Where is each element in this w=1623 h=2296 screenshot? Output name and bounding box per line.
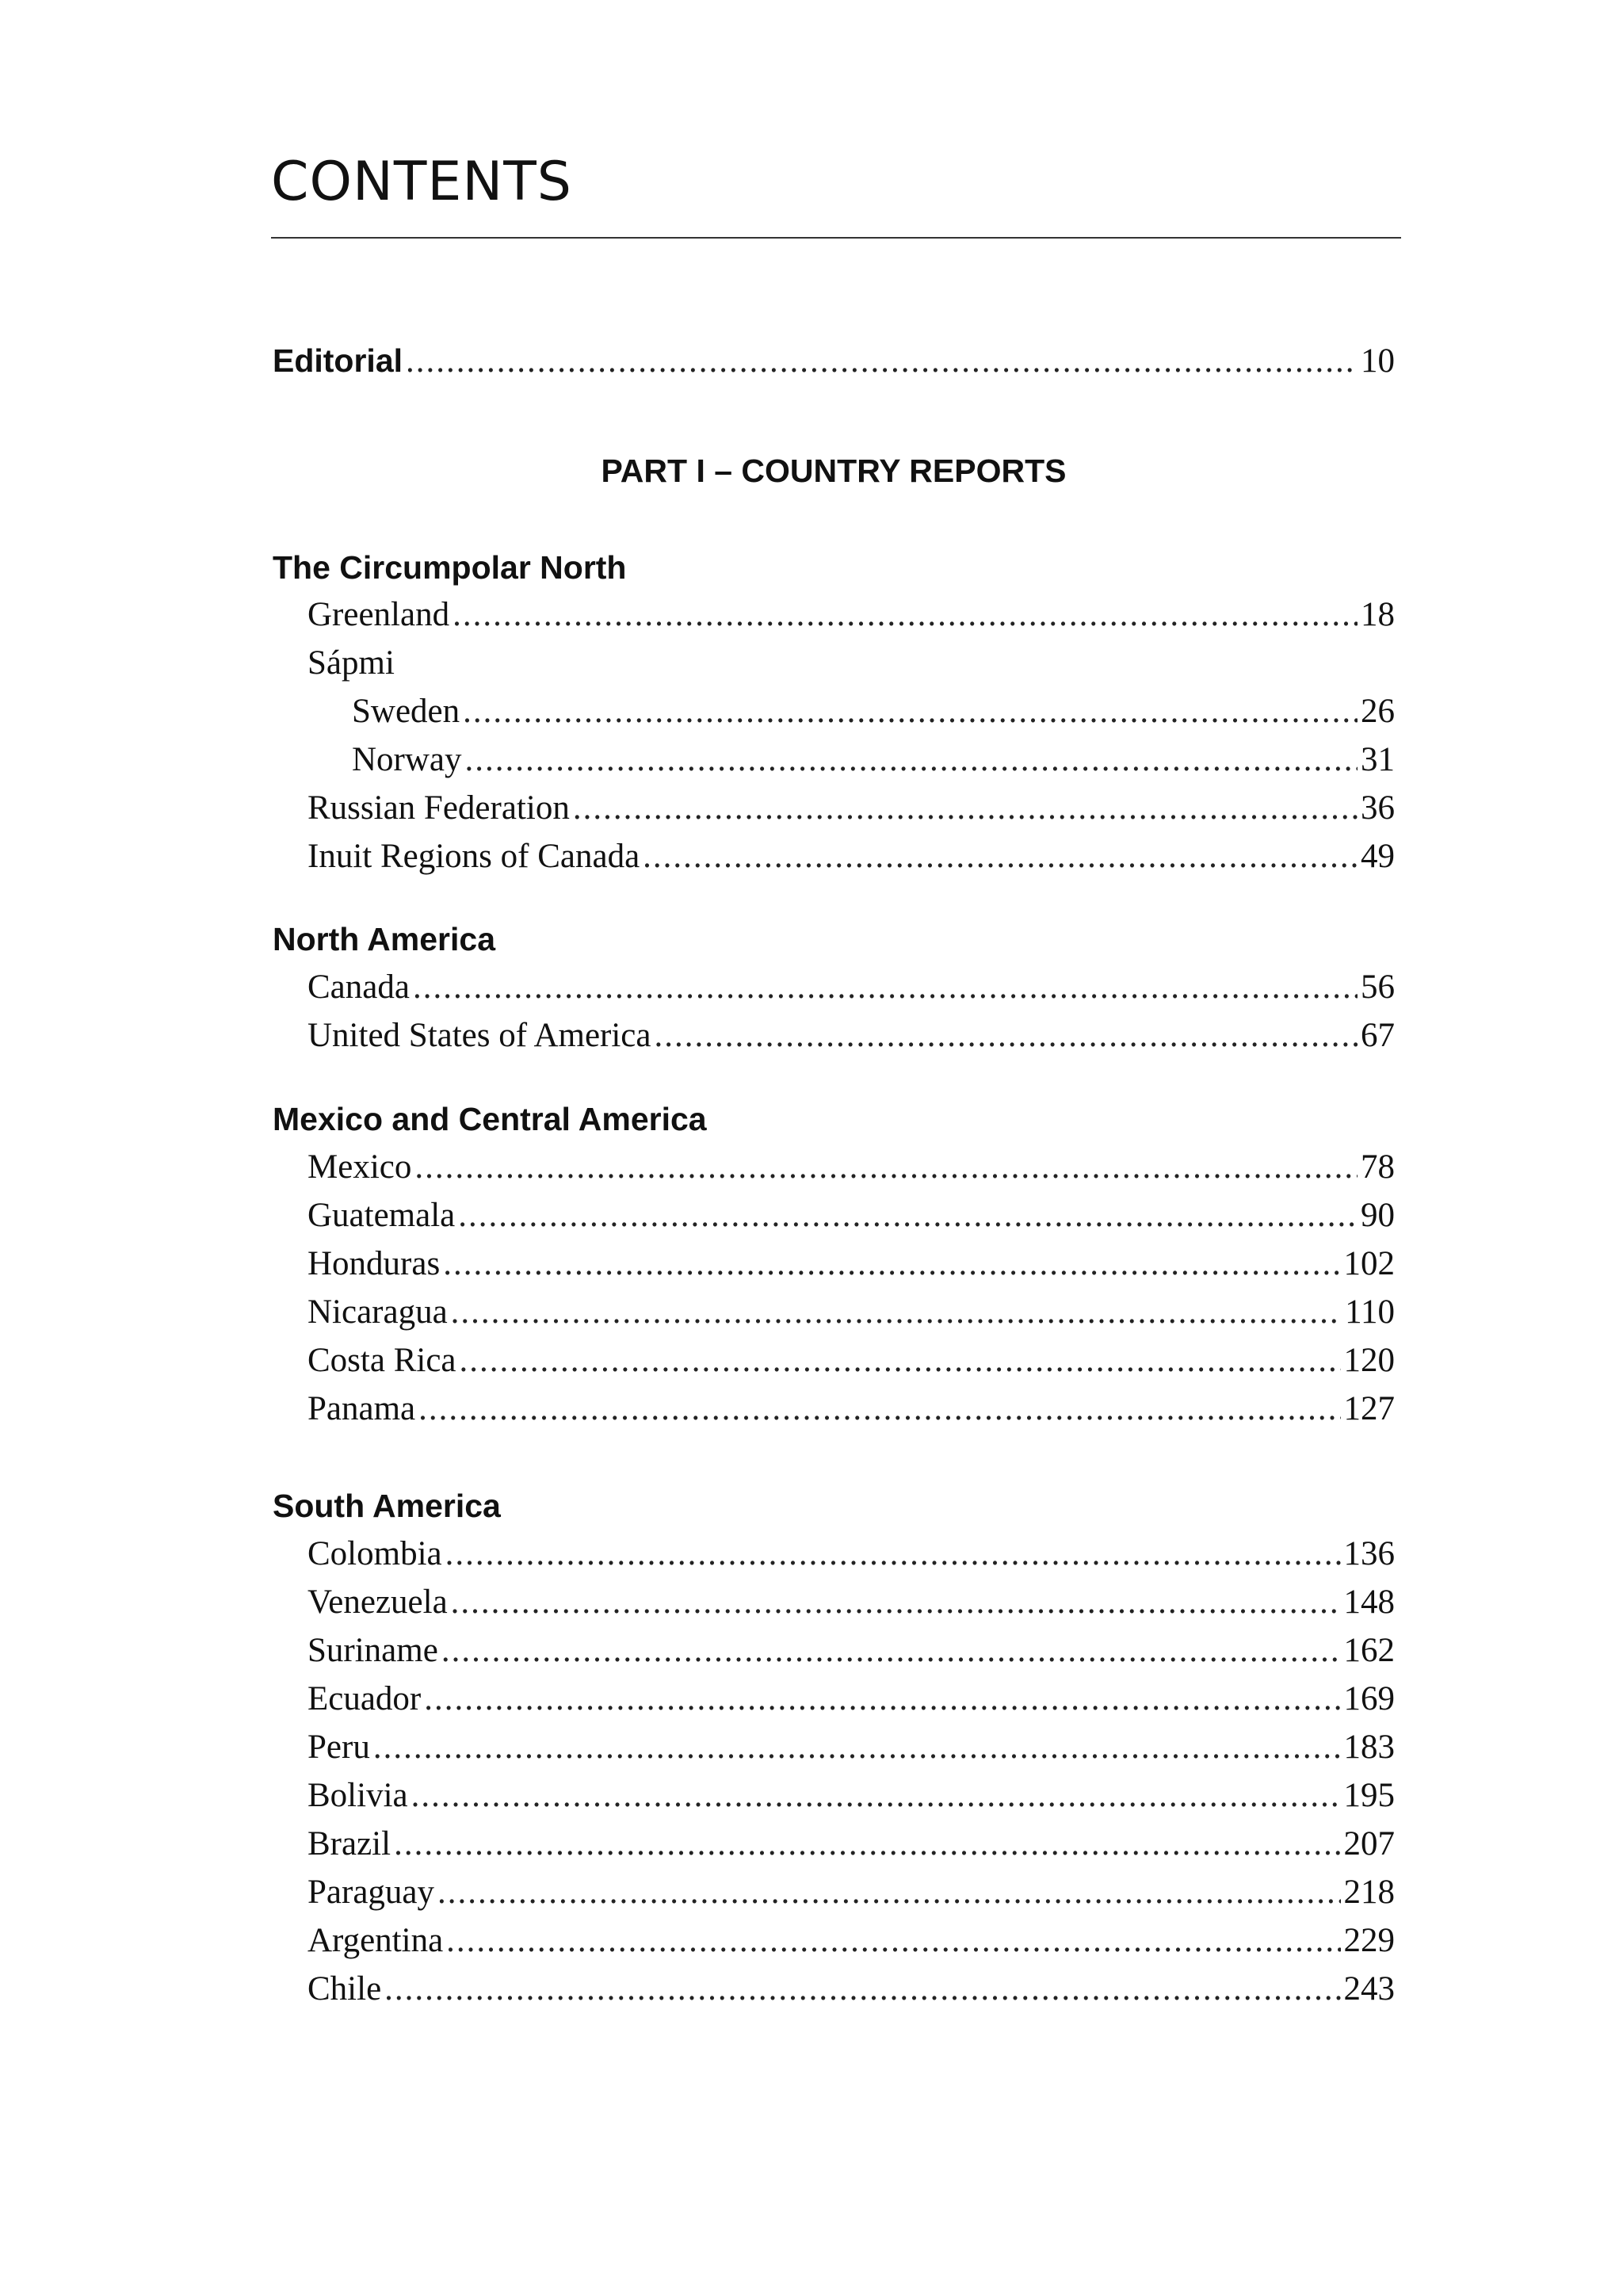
toc-entry-page: 110 bbox=[1345, 1293, 1395, 1331]
toc-entry-argentina[interactable] bbox=[307, 1919, 1395, 1963]
toc-entry-label: Greenland bbox=[307, 596, 450, 633]
toc-entry-chile[interactable] bbox=[307, 1967, 1395, 2011]
toc-entry-page: 49 bbox=[1361, 838, 1395, 875]
toc-entry-page: 195 bbox=[1343, 1777, 1395, 1814]
dot-leader bbox=[453, 593, 1358, 637]
toc-entry-page: 127 bbox=[1343, 1390, 1395, 1427]
toc-entry-label: Brazil bbox=[307, 1825, 391, 1862]
dot-leader bbox=[406, 339, 1358, 383]
toc-entry-honduras[interactable] bbox=[307, 1242, 1395, 1286]
toc-entry-page: 26 bbox=[1361, 693, 1395, 730]
toc-entry-page: 218 bbox=[1343, 1874, 1395, 1911]
toc-entry-page: 56 bbox=[1361, 968, 1395, 1006]
toc-entry-label: Costa Rica bbox=[307, 1342, 456, 1379]
dot-leader bbox=[418, 1387, 1340, 1431]
toc-entry-label: Ecuador bbox=[307, 1680, 422, 1717]
section-heading-circumpolar: The Circumpolar North bbox=[273, 549, 627, 586]
toc-entry-bolivia[interactable] bbox=[307, 1774, 1395, 1818]
toc-entry-panama[interactable] bbox=[307, 1387, 1395, 1431]
toc-entry-page: 207 bbox=[1343, 1825, 1395, 1862]
toc-entry-inuit[interactable] bbox=[307, 835, 1395, 879]
toc-entry-label: Honduras bbox=[307, 1245, 441, 1282]
dot-leader bbox=[643, 835, 1358, 879]
toc-entry-venezuela[interactable] bbox=[307, 1580, 1395, 1625]
toc-entry-page: 120 bbox=[1343, 1342, 1395, 1379]
dot-leader bbox=[458, 1194, 1358, 1238]
section-heading-north-america: North America bbox=[273, 921, 495, 957]
title-divider bbox=[271, 237, 1401, 239]
toc-entry-label: Sweden bbox=[352, 693, 460, 730]
part-heading: PART I – COUNTRY REPORTS bbox=[601, 453, 1067, 489]
toc-entry-mexico[interactable] bbox=[307, 1145, 1395, 1190]
dot-leader bbox=[463, 690, 1358, 734]
toc-entry-page: 183 bbox=[1343, 1729, 1395, 1766]
toc-entry-label: Nicaragua bbox=[307, 1293, 448, 1331]
toc-entry-page: 148 bbox=[1343, 1584, 1395, 1621]
dot-leader bbox=[446, 1919, 1340, 1963]
dot-leader bbox=[394, 1822, 1340, 1866]
toc-entry-label: Chile bbox=[307, 1970, 382, 2008]
dot-leader bbox=[441, 1629, 1341, 1673]
toc-entry-page: 102 bbox=[1343, 1245, 1395, 1282]
toc-entry-sweden[interactable] bbox=[352, 690, 1395, 734]
toc-entry-label: Canada bbox=[307, 968, 410, 1006]
dot-leader bbox=[465, 738, 1358, 782]
toc-entry-paraguay[interactable] bbox=[307, 1870, 1395, 1915]
toc-entry-page: 18 bbox=[1361, 596, 1395, 633]
toc-entry-page: 78 bbox=[1361, 1148, 1395, 1186]
page-title: CONTENTS bbox=[271, 151, 572, 213]
toc-entry-label: Editorial bbox=[273, 342, 403, 379]
toc-entry-page: 162 bbox=[1343, 1632, 1395, 1669]
dot-leader bbox=[424, 1677, 1340, 1721]
toc-entry-costa-rica[interactable] bbox=[307, 1339, 1395, 1383]
toc-entry-label: Guatemala bbox=[307, 1197, 456, 1234]
toc-entry-page: 31 bbox=[1361, 741, 1395, 778]
section-heading-south-america: South America bbox=[273, 1488, 501, 1524]
toc-entry-russia[interactable] bbox=[307, 786, 1395, 831]
toc-subheading-sapmi: Sápmi bbox=[307, 644, 395, 682]
toc-entry-label: Norway bbox=[352, 741, 462, 778]
dot-leader bbox=[443, 1242, 1340, 1286]
toc-entry-label: Colombia bbox=[307, 1535, 442, 1572]
toc-entry-canada[interactable] bbox=[307, 965, 1395, 1010]
toc-entry-editorial[interactable] bbox=[273, 338, 1395, 383]
dot-leader bbox=[573, 786, 1358, 831]
dot-leader bbox=[437, 1870, 1341, 1915]
toc-entry-peru[interactable] bbox=[307, 1725, 1395, 1770]
toc-entry-label: Argentina bbox=[307, 1922, 444, 1959]
toc-entry-label: Peru bbox=[307, 1729, 370, 1766]
toc-entry-label: Mexico bbox=[307, 1148, 412, 1186]
dot-leader bbox=[411, 1774, 1341, 1818]
toc-entry-usa[interactable] bbox=[307, 1014, 1395, 1058]
dot-leader bbox=[445, 1532, 1341, 1576]
dot-leader bbox=[654, 1014, 1358, 1058]
dot-leader bbox=[451, 1580, 1341, 1625]
toc-entry-label: Venezuela bbox=[307, 1584, 448, 1621]
toc-entry-page: 36 bbox=[1361, 789, 1395, 827]
toc-entry-label: Suriname bbox=[307, 1632, 438, 1669]
toc-entry-page: 136 bbox=[1343, 1535, 1395, 1572]
toc-entry-page: 67 bbox=[1361, 1017, 1395, 1054]
toc-entry-page: 90 bbox=[1361, 1197, 1395, 1234]
dot-leader bbox=[373, 1725, 1341, 1770]
toc-entry-brazil[interactable] bbox=[307, 1822, 1395, 1866]
toc-entry-ecuador[interactable] bbox=[307, 1677, 1395, 1721]
dot-leader bbox=[413, 965, 1358, 1010]
toc-entry-nicaragua[interactable] bbox=[307, 1290, 1395, 1335]
dot-leader bbox=[384, 1967, 1340, 2011]
toc-entry-norway[interactable] bbox=[352, 738, 1395, 782]
toc-entry-guatemala[interactable] bbox=[307, 1194, 1395, 1238]
dot-leader bbox=[414, 1145, 1358, 1190]
toc-entry-label: Paraguay bbox=[307, 1874, 434, 1911]
dot-leader bbox=[451, 1290, 1342, 1335]
toc-entry-label: United States of America bbox=[307, 1017, 651, 1054]
dot-leader bbox=[460, 1339, 1341, 1383]
toc-entry-page: 10 bbox=[1361, 342, 1395, 380]
toc-entry-label: Panama bbox=[307, 1390, 416, 1427]
toc-entry-greenland[interactable] bbox=[307, 593, 1395, 637]
toc-entry-label: Inuit Regions of Canada bbox=[307, 838, 640, 875]
toc-entry-page: 229 bbox=[1343, 1922, 1395, 1959]
toc-entry-label: Bolivia bbox=[307, 1777, 408, 1814]
toc-entry-page: 169 bbox=[1343, 1680, 1395, 1717]
toc-entry-label: Russian Federation bbox=[307, 789, 570, 827]
toc-entry-page: 243 bbox=[1343, 1970, 1395, 2008]
section-heading-central-america: Mexico and Central America bbox=[273, 1101, 707, 1137]
toc-entry-colombia[interactable] bbox=[307, 1532, 1395, 1576]
toc-entry-suriname[interactable] bbox=[307, 1629, 1395, 1673]
